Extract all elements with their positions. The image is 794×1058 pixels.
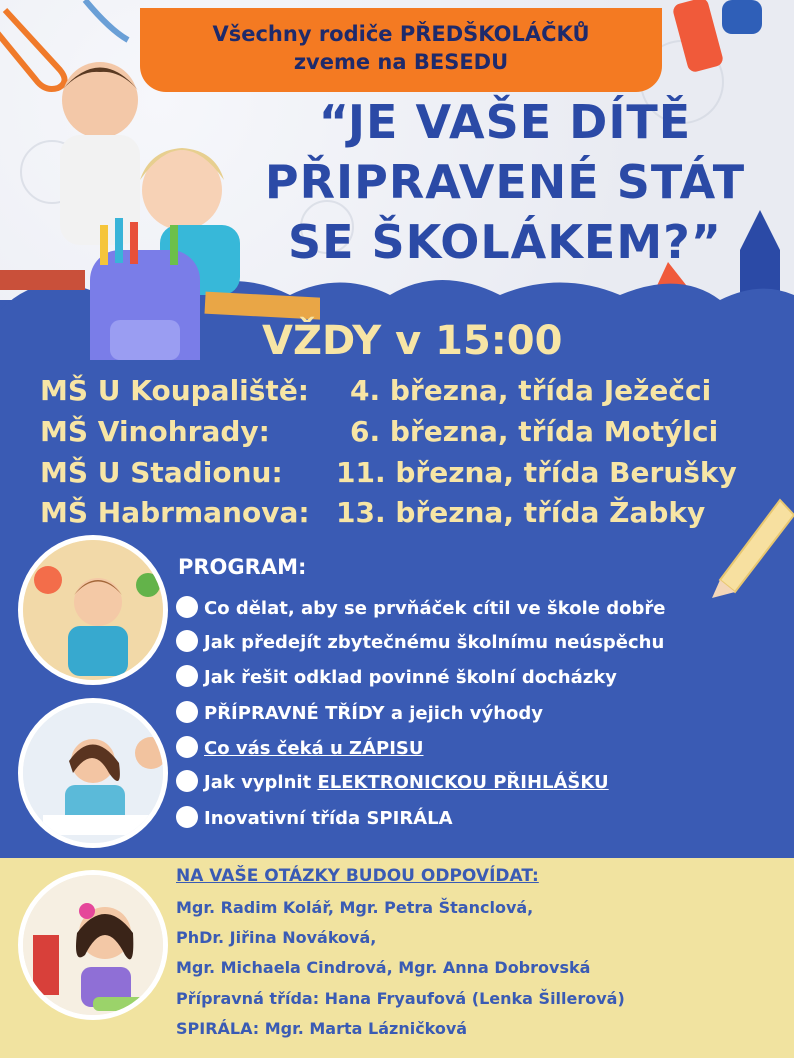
invitation-banner [140,8,662,92]
banner-line-1: Všechny rodiče PŘEDŠKOLÁČKŮ [212,22,590,46]
program-item-text: Jak řešit odklad povinné školní docházky [204,667,617,688]
program-title: PROGRAM: [178,555,307,579]
location-row [40,374,712,407]
location-school: MŠ Vinohrady: [40,415,270,448]
program-item [176,770,609,793]
question-line-1: “JE VAŠE DÍTĚ [318,95,692,149]
qa-line: PhDr. Jiřina Nováková, [176,928,377,947]
location-row [40,496,706,529]
bullet-icon [176,665,198,687]
event-time: VŽDY v 15:00 [262,318,563,364]
question-line-2: PŘIPRAVENÉ STÁT [264,155,746,209]
program-item-bold: SPIRÁLA [366,808,453,829]
location-row [40,415,719,448]
program-item-text: Co dělat, aby se prvňáček cítil ve škole dobře [204,598,666,619]
program-item-bold: PŘÍPRAVNÉ TŘÍDY [204,703,385,724]
bullet-icon [176,770,198,792]
program-item [176,806,453,829]
program-item [176,665,617,688]
program-item [176,596,665,619]
bullet-icon [176,736,198,758]
qa-line: SPIRÁLA: Mgr. Marta Lázničková [176,1019,468,1038]
crayon-icon [672,0,725,73]
pencil-icon [690,480,794,600]
photo-boy-classroom [18,535,168,685]
qa-line: Mgr. Radim Kolář, Mgr. Petra Štanclová, [176,898,534,917]
qa-title: NA VAŠE OTÁZKY BUDOU ODPOVÍDAT: [176,866,539,886]
location-school: MŠ Habrmanova: [40,496,310,529]
bullet-icon [176,701,198,723]
location-date: 6. března, třída Motýlci [350,415,719,448]
banner-line-2: zveme na BESEDU [293,50,509,74]
bullet-icon [176,596,198,618]
program-item [176,701,543,724]
location-date: 11. března, třída Berušky [336,456,737,489]
bullet-icon [176,630,198,652]
program-item-text: Inovativní třída [204,808,367,829]
location-date: 13. března, třída Žabky [336,496,706,529]
crayon-icon [722,0,762,34]
location-date: 4. března, třída Ježečci [350,374,712,407]
program-item-bold: ELEKTRONICKOU PŘIHLÁŠKU [317,772,609,793]
question-line-3: SE ŠKOLÁKEM?” [287,215,723,269]
qa-line: Mgr. Michaela Cindrová, Mgr. Anna Dobrovská [176,958,591,977]
location-school: MŠ U Koupaliště: [40,374,310,407]
location-row [40,456,737,489]
program-item [176,736,424,759]
program-item-bold: ZÁPISU [349,738,424,759]
photo-children-drawing [18,698,168,848]
qa-line: Přípravná třída: Hana Fryaufová (Lenka Šillerová) [176,989,625,1008]
program-item-text: Co vás čeká u [204,738,350,759]
location-school: MŠ U Stadionu: [40,456,283,489]
paperclip-icon [85,0,128,40]
program-item-text: Jak vyplnit [204,772,318,793]
program-item-text: a jejich výhody [384,703,543,724]
photo-girl-eating-front [18,870,168,1020]
program-item [176,630,664,653]
main-question [215,92,794,272]
bullet-icon [176,806,198,828]
program-item-text: Jak předejít zbytečnému školnímu neúspěchu [204,632,665,653]
